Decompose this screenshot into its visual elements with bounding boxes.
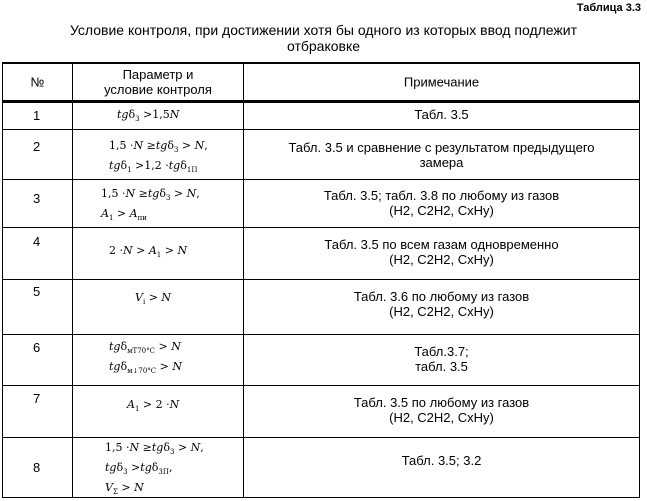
header-param-line-1: Параметр и: [122, 67, 194, 82]
row-number: 3: [33, 191, 41, 206]
note-text: [244, 395, 639, 425]
row-note-cell: [243, 227, 640, 279]
table-row: [2, 102, 640, 129]
note-line: Табл. 3.5; табл. 3.8 по любому из газов: [323, 188, 560, 203]
header-note: Примечание: [403, 74, 480, 90]
row-number: 4: [33, 234, 41, 249]
note-line: (H2, C2H2, CxHy): [389, 203, 494, 218]
condition-formula: $2 \cdot N > A_1 > N$: [109, 244, 188, 260]
row-number: 2: [33, 139, 41, 154]
row-num-cell: [2, 385, 72, 437]
header-num-cell: [2, 62, 72, 102]
row-number: 7: [33, 391, 41, 406]
note-line: замера: [419, 155, 464, 170]
condition-formula: $V_i > N$: [135, 291, 172, 307]
control-table: [2, 62, 640, 499]
note-line: (H2, C2H2, CxHy): [389, 252, 494, 267]
table-row: [2, 385, 640, 437]
row-num-cell: [2, 179, 72, 227]
table-header-row: [2, 62, 640, 102]
row-param-cell: [72, 385, 243, 437]
table-row: [2, 437, 640, 498]
row-number: 1: [33, 108, 41, 123]
note-line: табл. 3.5: [415, 359, 468, 374]
row-note-cell: [243, 279, 640, 334]
row-param-cell: [72, 437, 243, 498]
table-caption: Таблица 3.3: [576, 2, 641, 14]
table-row: [2, 227, 640, 279]
row-param-cell: [72, 179, 243, 227]
note-text: [244, 453, 639, 468]
header-num: №: [30, 74, 45, 90]
note-line: (H2, C2H2, CxHy): [389, 304, 494, 319]
header-note-cell: [243, 62, 640, 102]
note-line: Табл. 3.5: [414, 107, 469, 122]
header-param: [73, 67, 243, 97]
row-param-cell: [72, 102, 243, 129]
row-param-cell: [72, 334, 243, 385]
condition-formula: $A_1 > 2 \cdot N$: [127, 398, 180, 414]
condition-formula: 1,5 ·N ≥tgδ$_3$ > N, tgδ$_3$ >tgδ$_{3П}$, $V_\Sigma > N$: [105, 441, 204, 497]
title-line-2: отбраковке: [286, 38, 361, 54]
row-num-cell: [2, 334, 72, 385]
note-text: [244, 107, 639, 122]
row-note-cell: [243, 437, 640, 498]
row-number: 8: [33, 460, 41, 475]
row-number: 5: [33, 284, 41, 299]
row-num-cell: [2, 437, 72, 498]
row-note-cell: [243, 102, 640, 129]
note-text: [244, 344, 639, 374]
header-param-cell: [72, 62, 243, 102]
row-param-cell: [72, 279, 243, 334]
note-line: Табл. 3.5 по всем газам одновременно: [324, 237, 559, 252]
note-text: [244, 188, 639, 218]
note-text: [244, 289, 639, 319]
note-text: [244, 237, 639, 267]
condition-formula: 1,5 ·N ≥tgδ$_3$ > N, $A_1 > A_{пи}$: [101, 187, 200, 223]
note-text: [244, 140, 639, 170]
note-line: (H2, C2H2, CxHy): [389, 410, 494, 425]
row-param-cell: [72, 129, 243, 179]
header-param-line-2: условие контроля: [104, 82, 212, 97]
row-num-cell: [2, 102, 72, 129]
row-num-cell: [2, 279, 72, 334]
row-note-cell: [243, 385, 640, 437]
note-line: Табл. 3.5 и сравнение с результатом предыдущего: [288, 140, 595, 155]
title-line-1: Условие контроля, при достижении хотя бы одного из которых ввод подлежит: [69, 22, 578, 38]
note-line: Табл. 3.5; 3.2: [401, 453, 482, 468]
condition-formula: 1,5 ·N ≥tgδ$_3$ > N, tgδ$_1$ >1,2 ·tgδ$_{1П}$: [109, 139, 208, 175]
table-row: [2, 279, 640, 334]
table-title: [0, 22, 647, 54]
row-note-cell: [243, 129, 640, 179]
row-param-cell: [72, 227, 243, 279]
row-note-cell: [243, 334, 640, 385]
row-number: 6: [33, 340, 41, 355]
table-row: [2, 179, 640, 227]
condition-formula: tgδ$_{мТ70^\circ С}$ > N tgδ$_{м↓70^\circ С}$ > N: [109, 340, 183, 376]
table-row: [2, 129, 640, 179]
table-row: [2, 334, 640, 385]
note-line: Табл. 3.6 по любому из газов: [353, 289, 530, 304]
row-num-cell: [2, 227, 72, 279]
note-line: Табл.3.7;: [414, 344, 469, 359]
row-note-cell: [243, 179, 640, 227]
row-num-cell: [2, 129, 72, 179]
note-line: Табл. 3.5 по любому из газов: [353, 395, 530, 410]
condition-formula: tgδ$_3$ >1,5N: [117, 108, 180, 124]
